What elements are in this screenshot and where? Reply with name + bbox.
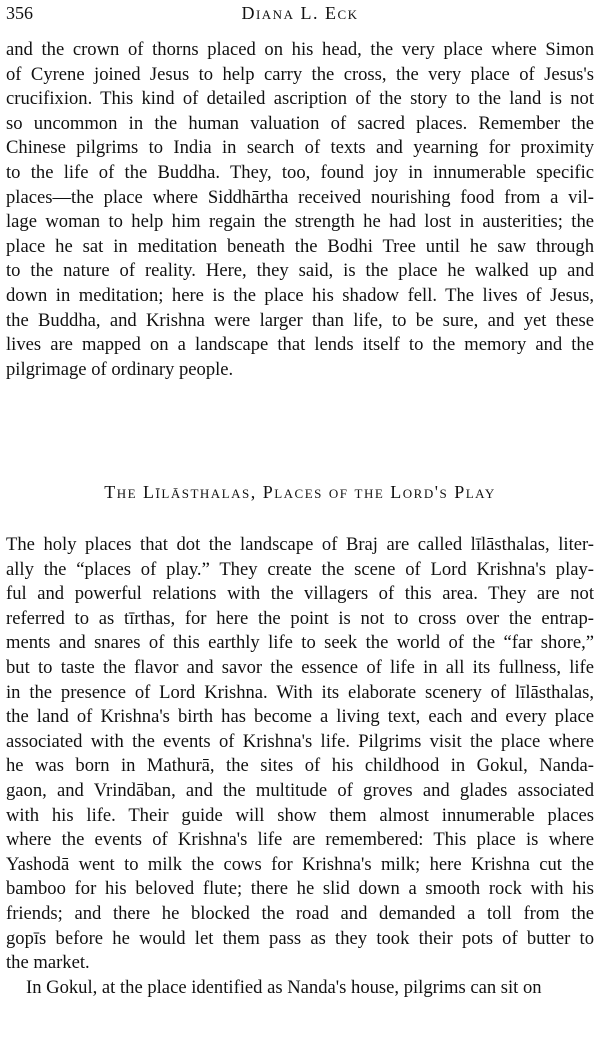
text-line: to the nature of reality. Here, they said, is the place he walked up and [6,260,594,282]
text-line: gaon, and Vrindāban, and the multitude of groves and glades associated [6,779,594,801]
page-number: 356 [6,3,33,23]
text-line: Chinese pilgrims to India in search of texts and yearning for proximity [6,137,594,159]
text-line: but to taste the flavor and savor the essence of life in all its fullness, life [6,656,594,678]
text-line: gopīs before he would let them pass as they took their pots of butter to [6,927,594,949]
section-heading: The Līlāsthalas, Places of the Lord's Play [104,482,496,502]
paragraph-1 [6,38,594,382]
text-line: to the life of the Buddha. They, too, found joy in innumerable specific [6,161,594,183]
text-line: in the presence of Lord Krishna. With its elaborate scenery of līlāsthalas, [6,681,594,703]
text-line: ful and powerful relations with the villagers of this area. They are not [6,583,594,605]
text-line: lives are mapped on a landscape that lends itself to the memory and the [6,334,594,356]
text-line: and the crown of thorns placed on his head, the very place where Simon [6,39,594,60]
text-line: the market. [6,952,90,974]
text-line: referred to as tīrthas, for here the point is not to cross over the entrap- [6,607,594,629]
text-line: crucifixion. This kind of detailed ascription of the story to the land is not [6,88,594,110]
text-line: with his life. Their guide will show them almost innumerable places [6,804,594,826]
text-line: he was born in Mathurā, the sites of his childhood in Gokul, Nanda- [6,755,594,777]
text-line: friends; and there he blocked the road and demanded a toll from the [6,902,594,924]
text-line: place he sat in meditation beneath the Bodhi Tree until he saw through [6,235,594,257]
text-line: down in meditation; here is the place his shadow fell. The lives of Jesus, [6,284,594,306]
text-line: so uncommon in the human valuation of sacred places. Remember the [6,112,594,134]
text-line: ally the “places of play.” They create the scene of Lord Krishna's play- [6,558,594,580]
text-line: the Buddha, and Krishna were larger than life, to be sure, and yet these [6,309,594,331]
page-header [6,3,594,29]
text-line: bamboo for his beloved flute; there he slid down a smooth rock with his [6,878,594,900]
paragraph-2 [6,533,594,1000]
text-line: associated with the events of Krishna's life. Pilgrims visit the place where [6,730,594,752]
text-line: where the events of Krishna's life are remembered: This place is where [6,829,594,851]
text-line: ments and snares of this earthly life to seek the world of the “far shore,” [6,632,594,654]
running-head: Diana L. Eck [241,3,359,23]
text-line: In Gokul, at the place identified as Nanda's house, pilgrims can sit on [26,976,542,998]
text-line: pilgrimage of ordinary people. [6,358,234,380]
text-line: the land of Krishna's birth has become a living text, each and every place [6,706,594,728]
text-line: Yashodā went to milk the cows for Krishna's milk; here Krishna cut the [6,853,594,875]
text-line: places—the place where Siddhārtha received nourishing food from a vil- [6,186,594,208]
text-line: of Cyrene joined Jesus to help carry the cross, the very place of Jesus's [6,63,594,85]
text-line: The holy places that dot the landscape of Braj are called līlāsthalas, liter- [6,534,594,555]
text-line: lage woman to help him regain the strength he had lost in austerities; the [6,211,594,233]
